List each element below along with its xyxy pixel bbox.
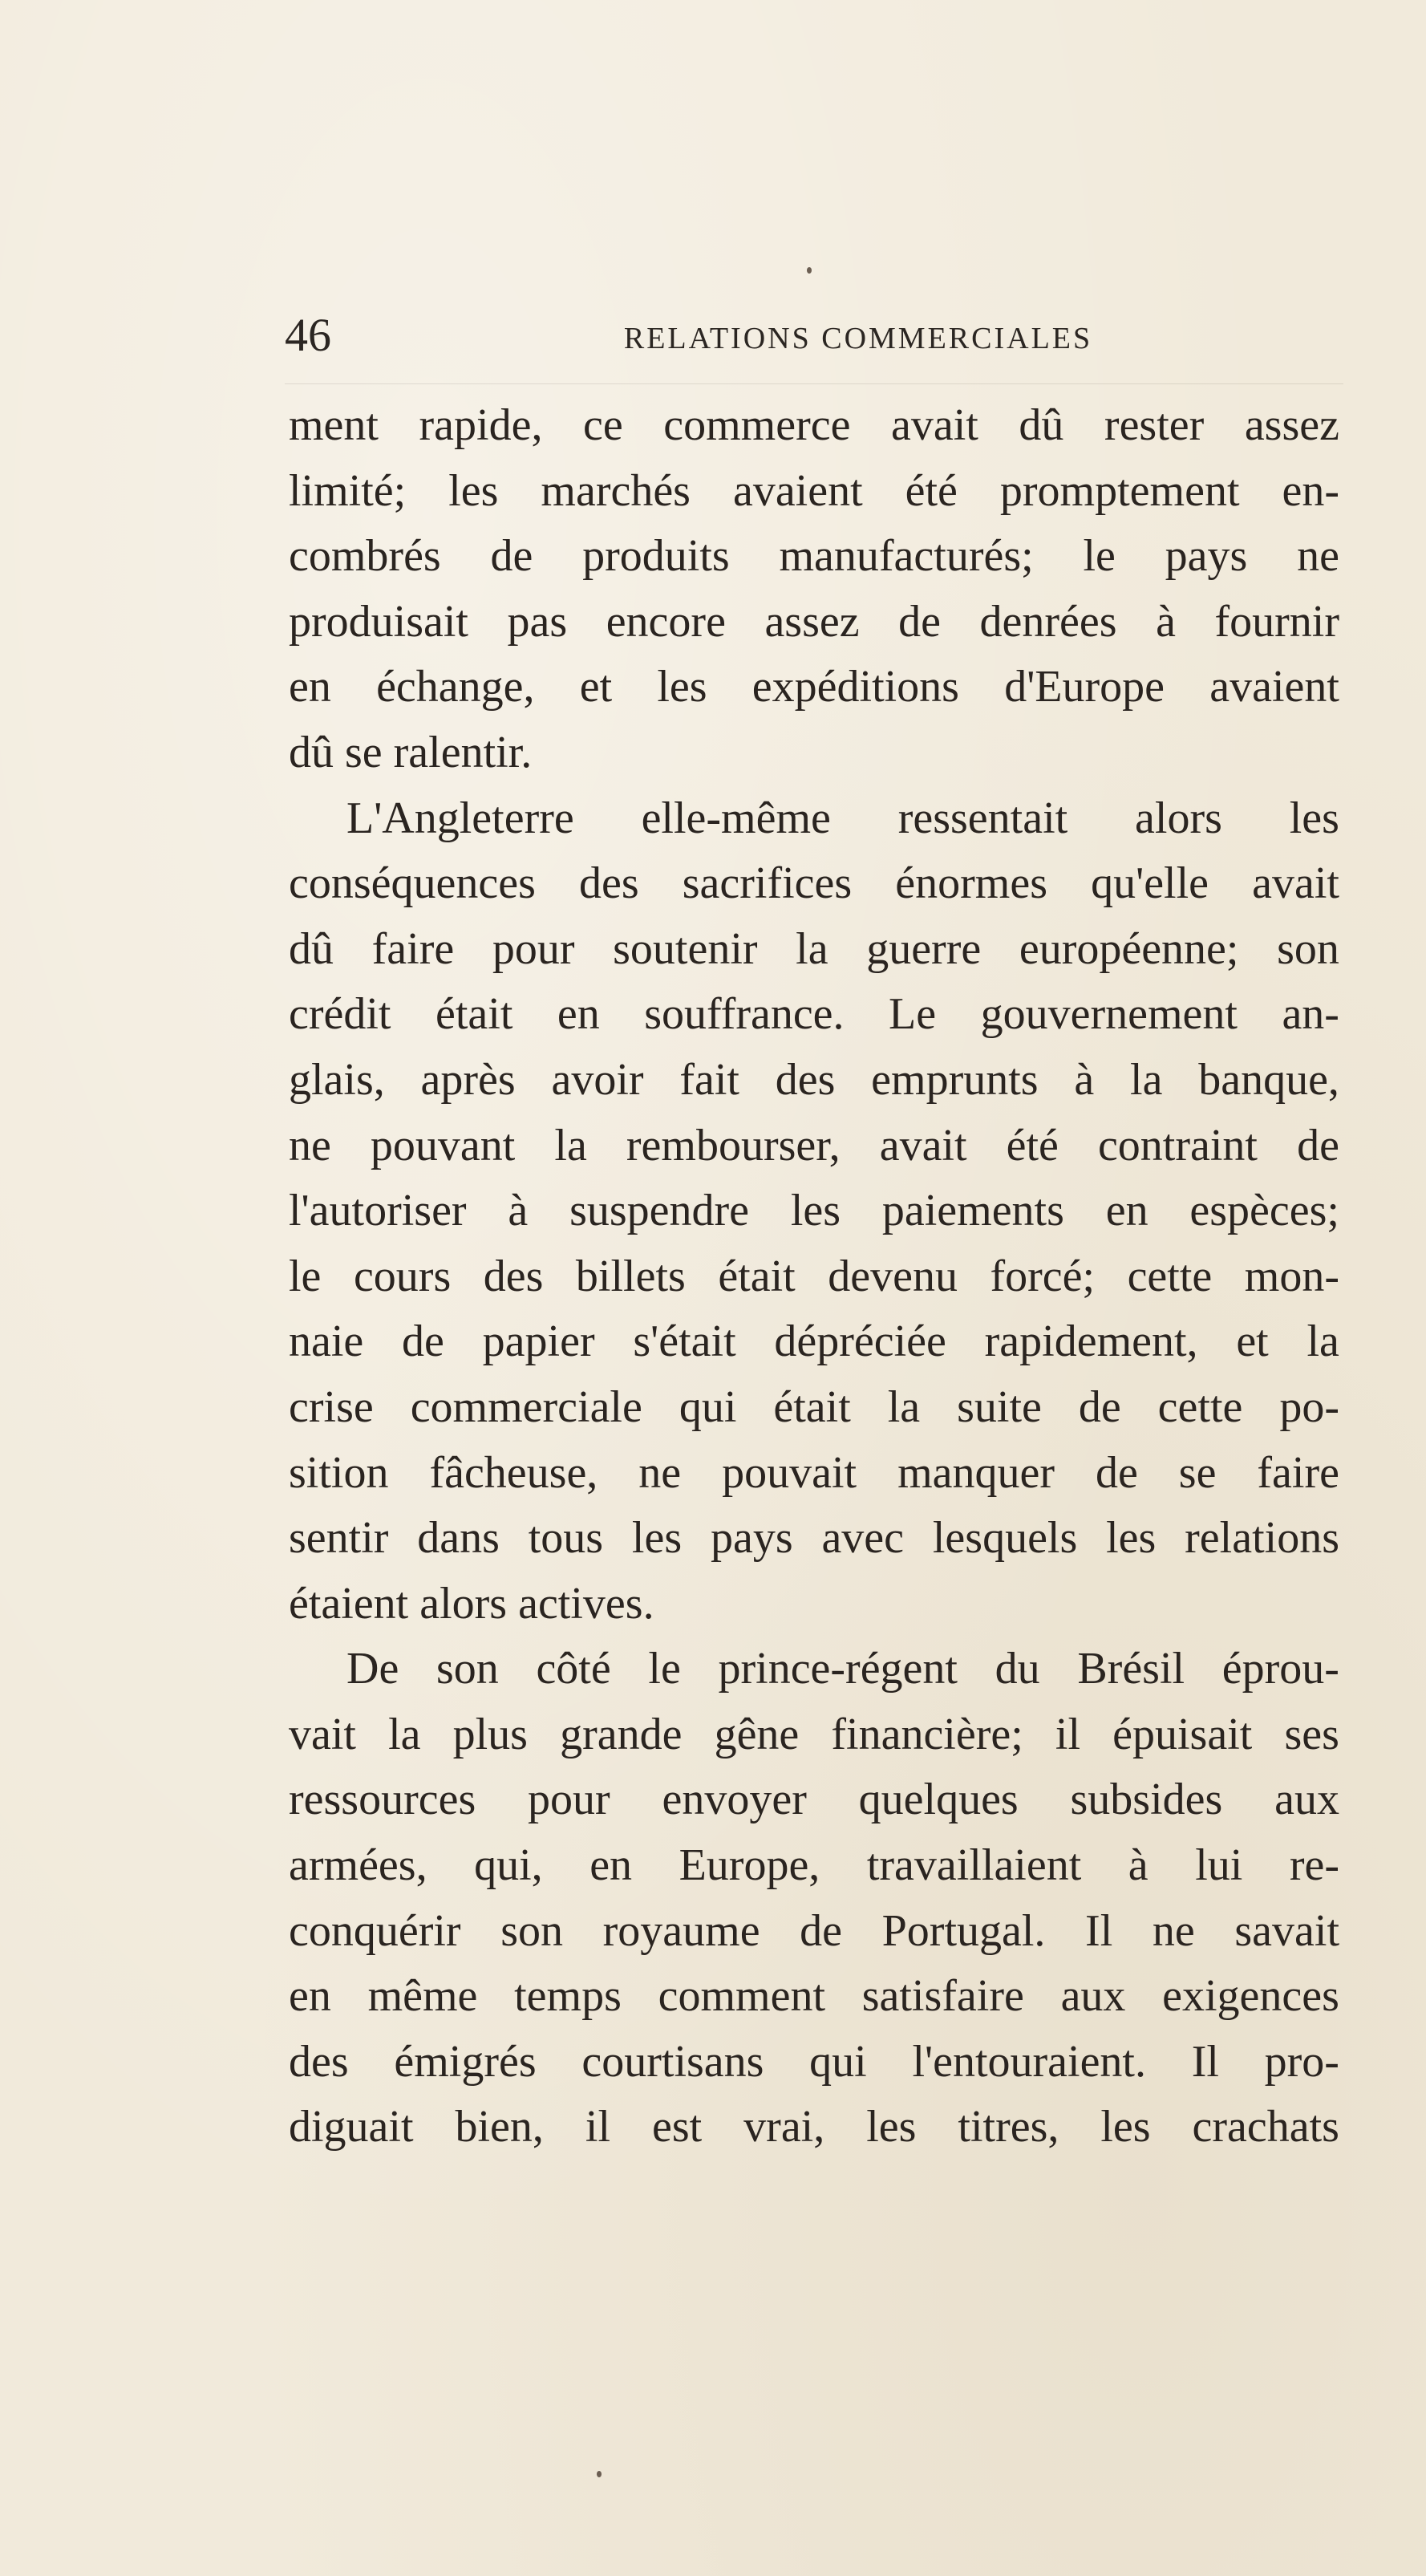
- word: armées,: [289, 1840, 427, 1891]
- text-line: [289, 2030, 1339, 2095]
- word: des: [289, 2036, 349, 2087]
- word: bien,: [455, 2102, 544, 2152]
- word: pro-: [1264, 2036, 1339, 2087]
- word: épuisait: [1112, 1709, 1253, 1759]
- word: la: [1306, 1316, 1339, 1367]
- word: ses: [1284, 1709, 1339, 1759]
- word: produits: [582, 531, 730, 582]
- word: satisfaire: [861, 1971, 1024, 2022]
- word: ressentait: [897, 793, 1068, 843]
- word: les: [1106, 1513, 1157, 1564]
- word: côté: [536, 1644, 611, 1694]
- text-line: [289, 1637, 1339, 1702]
- word: était: [718, 1251, 796, 1301]
- word: subsides: [1070, 1775, 1223, 1825]
- word: encore: [606, 596, 726, 647]
- word: la: [1130, 1054, 1163, 1105]
- word: en: [589, 1840, 633, 1891]
- word: est: [651, 2102, 703, 2152]
- word: ne: [1152, 1905, 1195, 1956]
- word: expéditions: [751, 662, 959, 712]
- word: été: [905, 465, 958, 516]
- word: était: [435, 989, 513, 1040]
- word: avait: [1252, 858, 1339, 909]
- word: faire: [371, 923, 455, 974]
- word: aux: [1274, 1775, 1339, 1825]
- word: pouvant: [370, 1120, 516, 1170]
- word: royaume: [602, 1905, 760, 1956]
- word: en: [557, 989, 600, 1040]
- word: il: [585, 2102, 611, 2152]
- word: à: [1156, 596, 1176, 647]
- word: et: [1236, 1316, 1269, 1367]
- word: manufacturés;: [779, 531, 1034, 582]
- word: alors: [1135, 793, 1222, 843]
- paper-speck: [597, 2471, 602, 2477]
- word: fait: [679, 1054, 739, 1105]
- text-line: [289, 1506, 1339, 1572]
- word: fâcheuse,: [429, 1447, 598, 1498]
- word: de: [898, 596, 941, 647]
- word: espèces;: [1189, 1186, 1339, 1236]
- word: marchés: [541, 465, 691, 516]
- word: ne: [1297, 531, 1339, 582]
- word: tous: [528, 1513, 604, 1564]
- word: pour: [492, 923, 575, 974]
- word: gouvernement: [980, 989, 1238, 1040]
- word: l'entouraient.: [912, 2036, 1146, 2087]
- word: titres,: [958, 2102, 1059, 2152]
- word: du: [995, 1644, 1040, 1694]
- word: à: [1074, 1054, 1095, 1105]
- word: des: [775, 1054, 836, 1105]
- text-line: [289, 393, 1339, 459]
- word: vait: [289, 1709, 356, 1759]
- word: dans: [417, 1513, 500, 1564]
- text-line: [289, 1048, 1339, 1114]
- word: diguait: [289, 2102, 414, 2152]
- word: quelques: [858, 1775, 1019, 1825]
- word: contraint: [1097, 1120, 1258, 1170]
- word: ment: [289, 400, 379, 450]
- word: qui: [679, 1381, 737, 1432]
- word: en: [1105, 1186, 1148, 1236]
- word: il: [1055, 1709, 1081, 1759]
- word: éprou-: [1221, 1644, 1339, 1694]
- word: faire: [1257, 1447, 1339, 1498]
- text-line: dû se ralentir.: [289, 727, 533, 777]
- word: ressources: [289, 1775, 476, 1825]
- word: les: [631, 1513, 683, 1564]
- word: énormes: [895, 858, 1047, 909]
- word: emprunts: [871, 1054, 1039, 1105]
- word: De: [346, 1644, 399, 1694]
- word: avec: [821, 1513, 905, 1564]
- word: mon-: [1244, 1251, 1339, 1301]
- word: prince-régent: [718, 1644, 958, 1694]
- word: les: [1100, 2102, 1151, 2152]
- word: forcé;: [990, 1251, 1096, 1301]
- word: lui: [1195, 1840, 1243, 1891]
- word: courtisans: [581, 2036, 764, 2087]
- word: la: [887, 1381, 921, 1432]
- word: les: [866, 2102, 917, 2152]
- word: po-: [1279, 1381, 1339, 1432]
- word: d'Europe: [1004, 662, 1165, 712]
- text-line: [289, 2095, 1339, 2160]
- word: était: [773, 1381, 851, 1432]
- word: naie: [289, 1316, 364, 1367]
- word: gêne: [714, 1709, 800, 1759]
- word: son: [1277, 923, 1339, 974]
- word: Il: [1085, 1905, 1113, 1956]
- text-line: [289, 851, 1339, 917]
- word: produisait: [289, 596, 468, 647]
- word: avaient: [732, 465, 863, 516]
- word: de: [490, 531, 533, 582]
- word: en-: [1282, 465, 1339, 516]
- word: L'Angleterre: [346, 793, 574, 843]
- word: ne: [289, 1120, 331, 1170]
- running-title: RELATIONS COMMERCIALES: [623, 322, 1093, 355]
- word: vrai,: [743, 2102, 825, 2152]
- text-line: [289, 1309, 1339, 1375]
- word: elle-même: [641, 793, 831, 843]
- word: de: [1297, 1120, 1339, 1170]
- word: qu'elle: [1091, 858, 1209, 909]
- text-line: [289, 1833, 1339, 1899]
- word: le: [648, 1644, 681, 1694]
- header-divider: [285, 383, 1343, 384]
- running-head: [285, 303, 1343, 367]
- word: commerciale: [410, 1381, 642, 1432]
- word: Il: [1191, 2036, 1219, 2087]
- word: dépréciée: [774, 1316, 946, 1367]
- word: crédit: [289, 989, 391, 1040]
- word: conquérir: [289, 1905, 461, 1956]
- word: sition: [289, 1447, 389, 1498]
- text-line: [289, 524, 1339, 590]
- word: crise: [289, 1381, 374, 1432]
- word: assez: [764, 596, 860, 647]
- word: de: [800, 1905, 843, 1956]
- word: après: [420, 1054, 516, 1105]
- word: émigrés: [394, 2036, 537, 2087]
- word: envoyer: [662, 1775, 807, 1825]
- word: s'était: [633, 1316, 736, 1367]
- word: exigences: [1162, 1971, 1339, 2022]
- word: pays: [710, 1513, 793, 1564]
- word: glais,: [289, 1054, 385, 1105]
- word: de: [402, 1316, 444, 1367]
- word: la: [388, 1709, 421, 1759]
- word: avait: [879, 1120, 967, 1170]
- word: de: [1095, 1447, 1138, 1498]
- word: pas: [507, 596, 568, 647]
- word: son: [435, 1644, 499, 1694]
- word: se: [1178, 1447, 1217, 1498]
- word: avaient: [1209, 662, 1339, 712]
- text-line: [289, 1899, 1339, 1965]
- word: été: [1006, 1120, 1059, 1170]
- text-line: [289, 590, 1339, 655]
- word: rester: [1104, 400, 1205, 450]
- text-line: [289, 917, 1339, 983]
- word: soutenir: [613, 923, 758, 974]
- word: les: [448, 465, 499, 516]
- text-line: [289, 1114, 1339, 1179]
- word: son: [500, 1905, 563, 1956]
- word: la: [796, 923, 828, 974]
- word: conséquences: [289, 858, 536, 909]
- word: Brésil: [1077, 1644, 1185, 1694]
- word: denrées: [979, 596, 1117, 647]
- word: et: [579, 662, 613, 712]
- text-line: [289, 1767, 1339, 1833]
- word: dû: [1019, 400, 1064, 450]
- word: rapidement,: [984, 1316, 1198, 1367]
- word: des: [578, 858, 639, 909]
- text-line: [289, 459, 1339, 525]
- text-line: [289, 1244, 1339, 1310]
- word: paiements: [881, 1186, 1064, 1236]
- word: cette: [1127, 1251, 1213, 1301]
- word: sacrifices: [682, 858, 853, 909]
- word: an-: [1282, 989, 1339, 1040]
- word: souffrance.: [644, 989, 845, 1040]
- word: suite: [957, 1381, 1042, 1432]
- word: en: [289, 1971, 331, 2022]
- word: avoir: [551, 1054, 644, 1105]
- word: travaillaient: [866, 1840, 1082, 1891]
- text-line: [289, 1441, 1339, 1507]
- word: les: [790, 1186, 841, 1236]
- word: même: [367, 1971, 478, 2022]
- word: manquer: [897, 1447, 1055, 1498]
- word: commerce: [663, 400, 851, 450]
- word: Portugal.: [881, 1905, 1046, 1956]
- word: échange,: [376, 662, 535, 712]
- word: relations: [1185, 1513, 1339, 1564]
- word: qui: [809, 2036, 867, 2087]
- text-line: [289, 982, 1339, 1048]
- text-line: [289, 1702, 1339, 1768]
- word: rembourser,: [626, 1120, 841, 1170]
- word: cours: [353, 1251, 452, 1301]
- word: promptement: [999, 465, 1240, 516]
- word: papier: [482, 1316, 595, 1367]
- word: ce: [583, 400, 623, 450]
- word: de: [1078, 1381, 1121, 1432]
- text-line: étaient alors actives.: [289, 1578, 654, 1629]
- word: fournir: [1214, 596, 1339, 647]
- word: des: [483, 1251, 544, 1301]
- word: qui,: [474, 1840, 543, 1891]
- word: à: [508, 1186, 529, 1236]
- text-line: [289, 1964, 1339, 2030]
- word: combrés: [289, 531, 441, 582]
- word: limité;: [289, 465, 407, 516]
- word: les: [657, 662, 707, 712]
- word: suspendre: [569, 1186, 750, 1236]
- word: pour: [528, 1775, 610, 1825]
- text-line: [289, 1375, 1339, 1441]
- word: crachats: [1192, 2102, 1339, 2152]
- word: temps: [514, 1971, 622, 2022]
- word: savait: [1234, 1905, 1339, 1956]
- word: rapide,: [419, 400, 543, 450]
- word: dû: [289, 923, 334, 974]
- word: les: [1289, 793, 1339, 843]
- word: lesquels: [932, 1513, 1078, 1564]
- text-line: [289, 786, 1339, 852]
- word: ne: [638, 1447, 682, 1498]
- word: cette: [1157, 1381, 1243, 1432]
- word: re-: [1289, 1840, 1339, 1891]
- word: avait: [891, 400, 978, 450]
- word: pays: [1165, 531, 1248, 582]
- word: billets: [575, 1251, 686, 1301]
- word: assez: [1244, 400, 1339, 450]
- word: banque,: [1198, 1054, 1339, 1105]
- word: Le: [889, 989, 937, 1040]
- text-line: [289, 1178, 1339, 1244]
- word: la: [554, 1120, 587, 1170]
- word: pouvait: [722, 1447, 857, 1498]
- paper-speck: [807, 267, 812, 274]
- word: l'autoriser: [289, 1186, 467, 1236]
- word: devenu: [828, 1251, 958, 1301]
- page-number: 46: [285, 309, 331, 361]
- word: plus: [452, 1709, 528, 1759]
- word: grande: [560, 1709, 683, 1759]
- body-text: [289, 393, 1339, 2160]
- word: à: [1128, 1840, 1148, 1891]
- word: financière;: [831, 1709, 1023, 1759]
- word: en: [289, 662, 331, 712]
- word: aux: [1060, 1971, 1126, 2022]
- word: le: [289, 1251, 322, 1301]
- text-line: [289, 655, 1339, 720]
- word: sentir: [289, 1513, 389, 1564]
- word: comment: [658, 1971, 825, 2022]
- word: Europe,: [679, 1840, 820, 1891]
- word: guerre: [866, 923, 982, 974]
- word: européenne;: [1019, 923, 1239, 974]
- word: le: [1083, 531, 1116, 582]
